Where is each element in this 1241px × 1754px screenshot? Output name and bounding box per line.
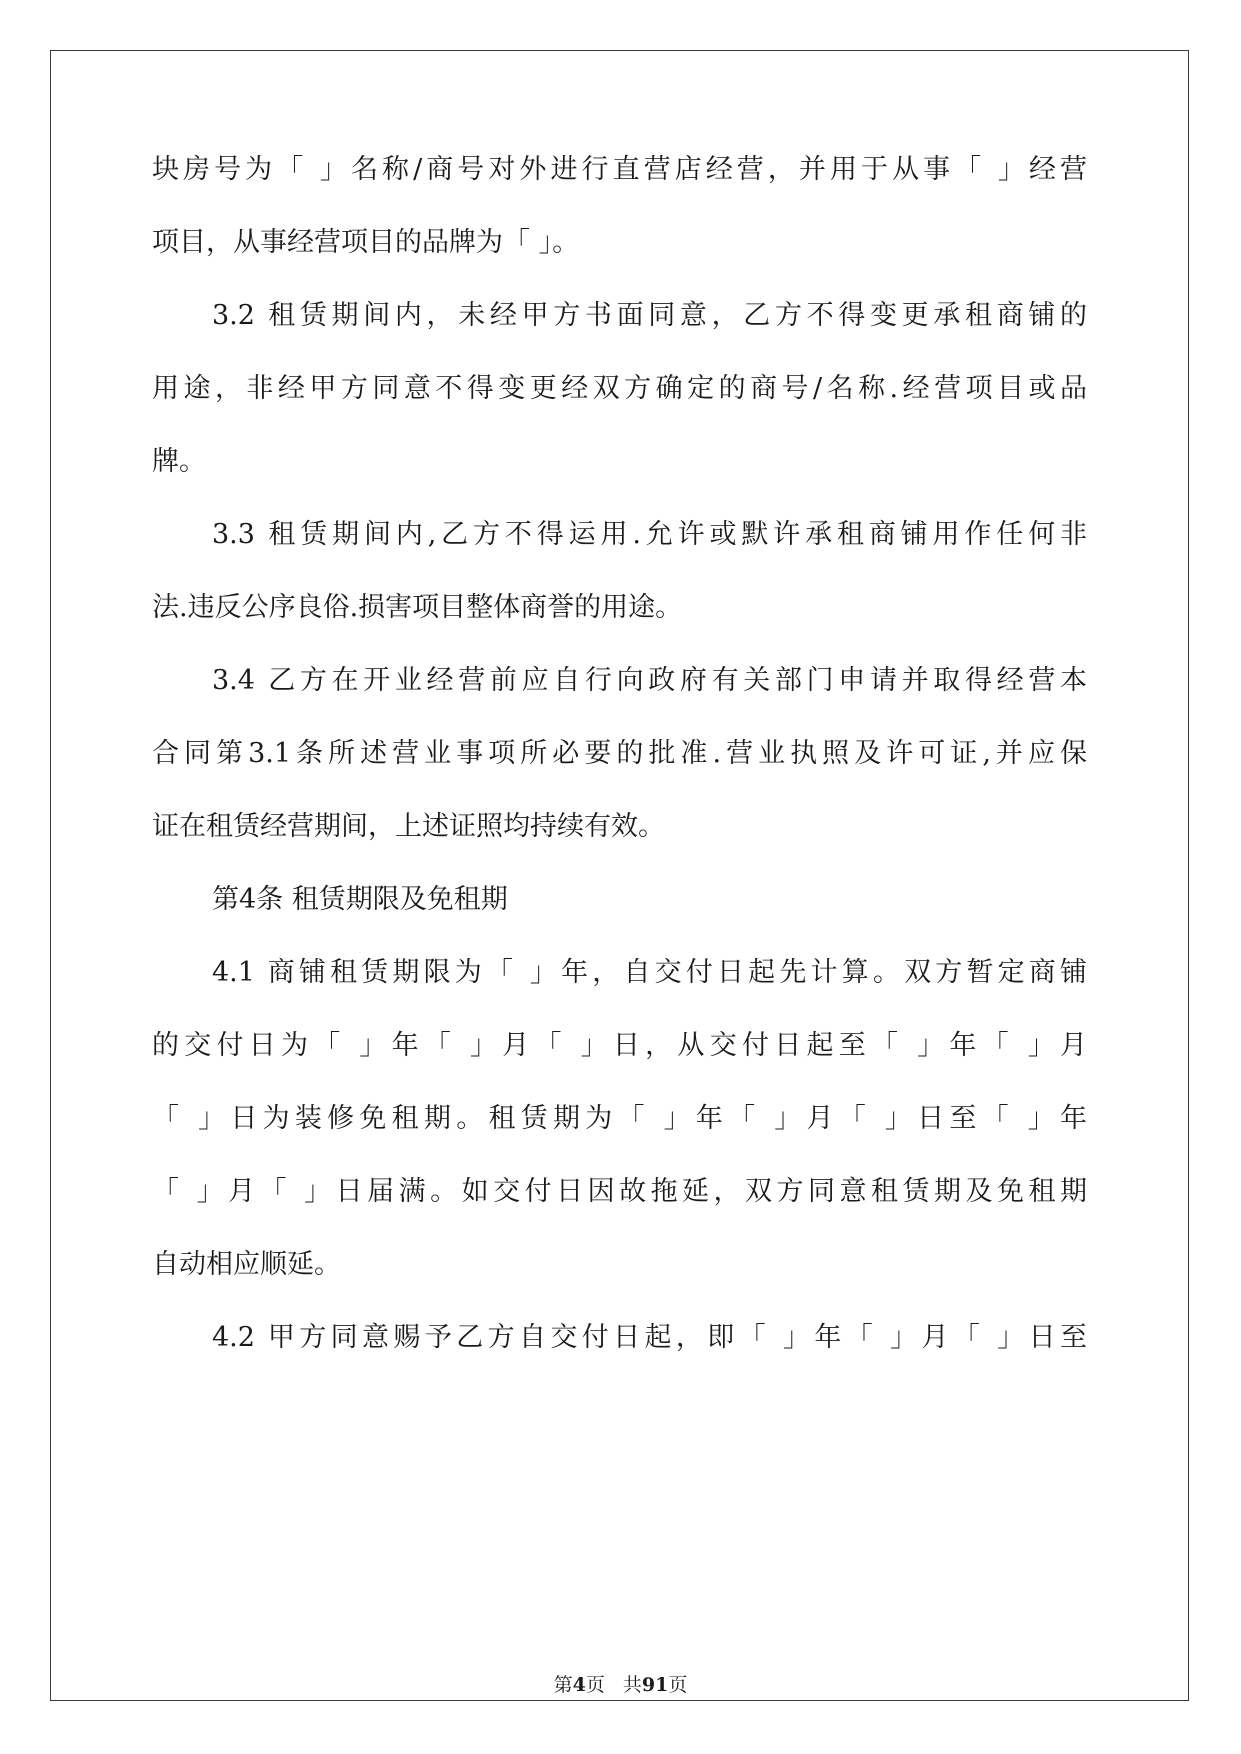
text-line: 用途，非经甲方同意不得变更经双方确定的商号/名称.经营项目或品 [152, 373, 1087, 404]
text-line: 自动相应顺延。 [152, 1249, 341, 1280]
footer-prefix: 第 [553, 1674, 573, 1696]
text-line: 3.3 租赁期间内,乙方不得运用.允许或默许承租商铺用作任何非 [212, 519, 1087, 550]
text-line: 项目，从事经营项目的品牌为「 」。 [152, 227, 580, 258]
text-line: 合同第3.1条所述营业事项所必要的批准.营业执照及许可证,并应保 [152, 738, 1087, 769]
current-page-number: 4 [572, 1674, 586, 1696]
text-line: 4.1 商铺租赁期限为「 」年，自交付日起先计算。双方暂定商铺 [212, 957, 1087, 988]
page-footer [0, 1673, 1241, 1697]
text-line: 证在租赁经营期间，上述证照均持续有效。 [152, 811, 665, 842]
footer-page-suffix: 页 [585, 1674, 605, 1696]
text-line: 3.2 租赁期间内，未经甲方书面同意，乙方不得变更承租商铺的 [212, 300, 1087, 331]
text-line: 法.违反公序良俗.损害项目整体商誉的用途。 [152, 592, 683, 623]
text-line: 块房号为「 」名称/商号对外进行直营店经营，并用于从事「 」经营 [152, 154, 1087, 185]
text-line: 牌。 [152, 446, 206, 477]
footer-total-prefix: 共 [622, 1674, 642, 1696]
text-line: 3.4 乙方在开业经营前应自行向政府有关部门申请并取得经营本 [212, 665, 1087, 696]
total-page-count: 91 [641, 1674, 669, 1696]
footer-total-suffix: 页 [668, 1674, 688, 1696]
text-line: 「 」日为装修免租期。租赁期为「 」年「 」月「 」日至「 」年 [152, 1103, 1087, 1134]
text-line: 4.2 甲方同意赐予乙方自交付日起，即「 」年「 」月「 」日至 [212, 1322, 1087, 1353]
text-line: 的交付日为「 」年「 」月「 」日，从交付日起至「 」年「 」月 [152, 1030, 1087, 1061]
text-line: 「 」月「 」日届满。如交付日因故拖延，双方同意租赁期及免租期 [152, 1176, 1087, 1207]
section-heading: 第4条 租赁期限及免租期 [212, 884, 508, 915]
